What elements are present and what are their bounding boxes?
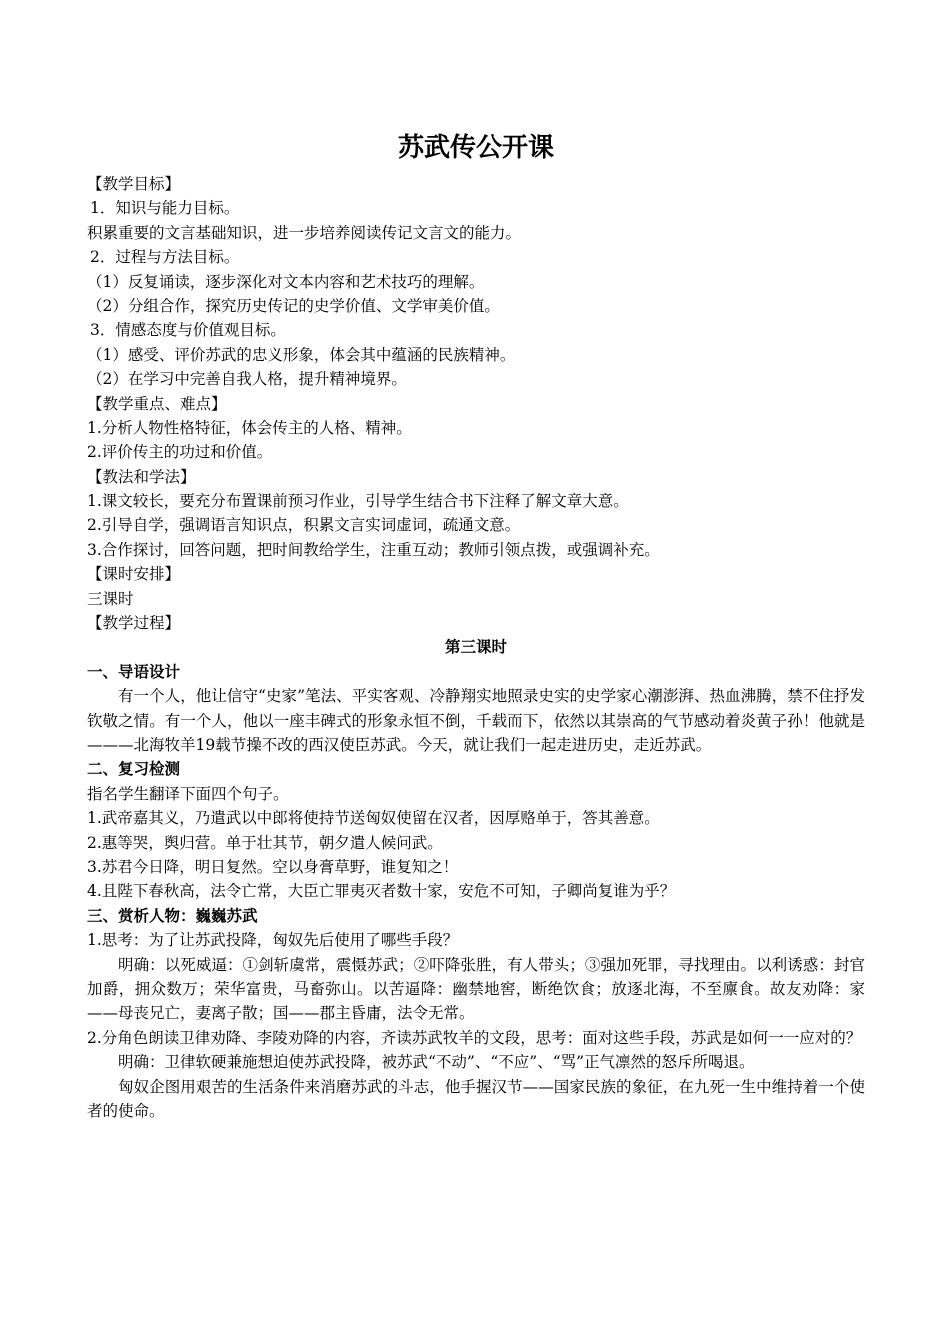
review-sentence-3: 3.苏君今日降，明日复然。空以身膏草野，谁复知之！ <box>87 857 459 876</box>
lesson-title: 第三课时 <box>444 638 507 657</box>
intro-heading: 一、导语设计 <box>87 662 181 681</box>
method-2: 2.引导自学，强调语言知识点，积累文言实词虚词，疏通文意。 <box>87 516 521 535</box>
page-title: 苏武传公开课 <box>397 133 554 163</box>
analysis-answer-3: 匈奴企图用艰苦的生活条件来消磨苏武的斗志，他手握汉节——国家民族的象征，在九死一生中维持着一个使者的使命。 <box>87 1077 865 1120</box>
method-1: 1.课文较长，要充分布置课前预习作业，引导学生结合书下注释了解文章大意。 <box>87 492 629 511</box>
goal-2-item-2: （2）分组合作，探究历史传记的史学价值、文学审美价值。 <box>87 296 500 315</box>
goal-1-detail: 积累重要的文言基础知识，进一步培养阅读传记文言文的能力。 <box>87 223 522 242</box>
review-heading: 二、复习检测 <box>87 760 181 779</box>
section-heading-process: 【教学过程】 <box>87 614 181 633</box>
key-point-1: 1.分析人物性格特征，体会传主的人格、精神。 <box>87 418 412 437</box>
analysis-heading: 三、赏析人物：巍巍苏武 <box>87 906 258 925</box>
review-sentence-1: 1.武帝嘉其义，乃遣武以中郎将使持节送匈奴使留在汉者，因厚赂单于，答其善意。 <box>87 809 660 828</box>
goal-2-item-1: （1）反复诵读，逐步深化对文本内容和艺术技巧的理解。 <box>87 272 485 291</box>
goal-2: 2．过程与方法目标。 <box>90 248 240 267</box>
analysis-answer-2: 明确：卫律软硬兼施想迫使苏武投降，被苏武“不动”、“不应”、“骂”正气凛然的怒斥所喝退。 <box>118 1053 755 1072</box>
analysis-answer-1: 明确：以死威逼：①剑斩虞常，震慑苏武；②吓降张胜，有人带头；③强加死罪，寻找理由。以利诱惑：封官加爵，拥众数万；荣华富贵，马畜弥山。以苦逼降：幽禁地窖，断绝饮食；放逐北海，不至廪食。故友劝降：家——母丧兄亡，妻离子散；国——郡主昏庸，法令无常。 <box>87 955 865 1023</box>
analysis-question-1: 1.思考：为了让苏武投降，匈奴先后使用了哪些手段？ <box>87 931 459 950</box>
document-page <box>87 128 865 1123</box>
intro-paragraph: 有一个人，他让信守“史家”笔法、平实客观、冷静翔实地照录史实的史学家心潮澎湃、热血沸腾，禁不住抒发钦敬之情。有一个人，他以一座丰碑式的形象永恒不倒，千载而下，依然以其崇高的气节感动着炎黄子孙！他就是———北海牧羊19载节操不改的西汉使臣苏武。今天，就让我们一起走进历史，走近苏武。 <box>87 687 865 755</box>
method-3: 3.合作探讨，回答问题，把时间教给学生，注重互动；教师引领点拨，或强调补充。 <box>87 540 660 559</box>
review-intro: 指名学生翻译下面四个句子。 <box>87 784 289 803</box>
goal-3: 3．情感态度与价值观目标。 <box>90 321 286 340</box>
analysis-question-2: 2.分角色朗读卫律劝降、李陵劝降的内容，齐读苏武牧羊的文段，思考：面对这些手段，苏武是如何一一应对的？ <box>87 1028 862 1047</box>
review-sentence-4: 4.且陛下春秋高，法令亡常，大臣亡罪夷灭者数十家，安危不可知，子卿尚复谁为乎？ <box>87 882 676 901</box>
section-heading-goals: 【教学目标】 <box>87 175 181 193</box>
section-heading-schedule: 【课时安排】 <box>87 565 181 584</box>
section-heading-keys: 【教学重点、难点】 <box>87 394 227 413</box>
schedule-value: 三课时 <box>87 589 134 608</box>
review-sentence-2: 2.惠等哭，舆归营。单于壮其节，朝夕遣人候问武。 <box>87 833 443 852</box>
section-heading-methods: 【教法和学法】 <box>87 467 196 486</box>
goal-3-item-1: （1）感受、评价苏武的忠义形象，体会其中蕴涵的民族精神。 <box>87 345 516 364</box>
goal-1: 1．知识与能力目标。 <box>90 199 240 218</box>
goal-3-item-2: （2）在学习中完善自我人格，提升精神境界。 <box>87 370 407 389</box>
key-point-2: 2.评价传主的功过和价值。 <box>87 443 273 462</box>
